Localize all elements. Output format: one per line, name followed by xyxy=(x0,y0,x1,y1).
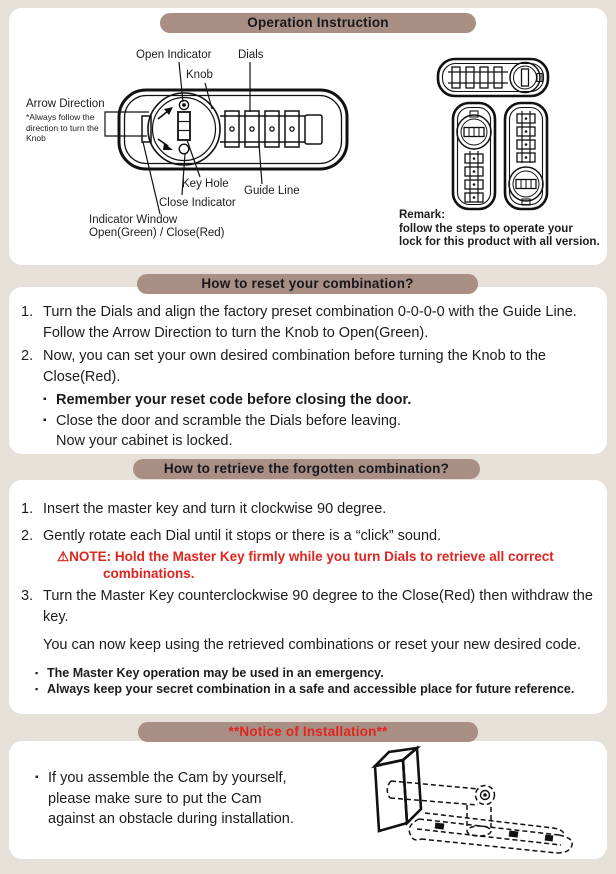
lock-variant-horizontal xyxy=(438,59,548,96)
retrieve-step-2: 2. Gently rotate each Dial until it stops or there is a “click” sound. xyxy=(21,526,597,547)
operation-instruction-panel xyxy=(9,8,607,265)
banner-retrieve-combination: How to retrieve the forgotten combination? xyxy=(133,459,480,479)
lock-variant-vertical-1 xyxy=(453,103,495,209)
retrieve-bullet-1: ▪ The Master Key operation may be used in an emergency. xyxy=(35,665,384,680)
step-number: 1. xyxy=(21,501,34,517)
label-guide-line: Guide Line xyxy=(244,185,300,197)
remark-title: Remark: xyxy=(399,209,446,221)
remark-block: Remark: follow the steps to operate your lock for this product with all version. xyxy=(399,209,600,248)
dials-shapes xyxy=(220,111,322,147)
master-key-warning: ⚠NOTE: Hold the Master Key firmly while you turn Dials to retrieve all correct combinations. xyxy=(57,549,554,581)
retrieve-paragraph: You can now keep using the retrieved combinations or reset your new desired code. xyxy=(43,637,581,653)
install-bullet: ▪ If you assemble the Cam by yourself, please make sure to put the Cam against an obstacle during installation. xyxy=(35,770,294,827)
key-hole-shape xyxy=(178,112,190,140)
reset-bullet-1: ▪ Remember your reset code before closing the door. xyxy=(21,390,597,411)
label-key-hole: Key Hole xyxy=(182,178,229,190)
reset-footnote: Now your cabinet is locked. xyxy=(56,433,233,449)
step-number: 2. xyxy=(21,527,34,544)
label-arrow-direction-note: *Always follow the direction to turn the Knob xyxy=(26,112,99,143)
reset-step-1: 1. Turn the Dials and align the factory preset combination 0-0-0-0 with the Guide Line. Follow the Arrow Direction to turn the Knob to Open(Green). xyxy=(21,302,597,343)
installation-notice-panel xyxy=(9,741,607,859)
retrieve-step-1: 1. Insert the master key and turn it clockwise 90 degree. xyxy=(21,499,597,520)
step-number: 3. xyxy=(21,588,34,604)
cam-installation-illustration xyxy=(361,743,601,857)
label-knob: Knob xyxy=(186,69,213,81)
close-indicator-shape xyxy=(179,144,189,154)
step-number: 1. xyxy=(21,304,34,320)
retrieve-bullet-2: ▪ Always keep your secret combination in a safe and accessible place for future reference. xyxy=(35,681,575,696)
bullet-icon: ▪ xyxy=(43,414,47,426)
bullet-icon: ▪ xyxy=(35,683,39,694)
label-open-indicator: Open Indicator xyxy=(136,49,212,61)
retrieve-step-3: 3. Turn the Master Key counterclockwise 90 degree to the Close(Red) then withdraw the key. xyxy=(21,586,597,627)
banner-operation-instruction: Operation Instruction xyxy=(160,13,476,33)
obstacle-box xyxy=(375,748,421,831)
arrow-direction-shapes xyxy=(158,107,173,150)
label-indicator-window: Indicator Window Open(Green) / Close(Red) xyxy=(89,214,225,239)
banner-reset-combination: How to reset your combination? xyxy=(137,274,478,294)
reset-bullet-2: ▪ Close the door and scramble the Dials before leaving. xyxy=(21,411,597,432)
lock-variant-vertical-2 xyxy=(505,103,547,209)
retrieve-combination-panel xyxy=(9,480,607,714)
bullet-icon: ▪ xyxy=(35,772,39,783)
label-arrow-direction: Arrow Direction xyxy=(26,98,105,110)
banner-notice-of-installation: **Notice of Installation** xyxy=(138,722,478,742)
step-number: 2. xyxy=(21,348,34,364)
label-close-indicator: Close Indicator xyxy=(159,197,236,209)
bullet-icon: ▪ xyxy=(43,394,47,405)
bullet-icon: ▪ xyxy=(35,667,39,678)
reset-step-2: 2. Now, you can set your own desired combination before turning the Knob to the Close(Red). xyxy=(21,346,597,387)
reset-combination-panel xyxy=(9,287,607,454)
label-dials: Dials xyxy=(238,49,264,61)
warning-icon: ⚠ xyxy=(57,549,70,564)
lock-front-diagram xyxy=(119,90,347,169)
